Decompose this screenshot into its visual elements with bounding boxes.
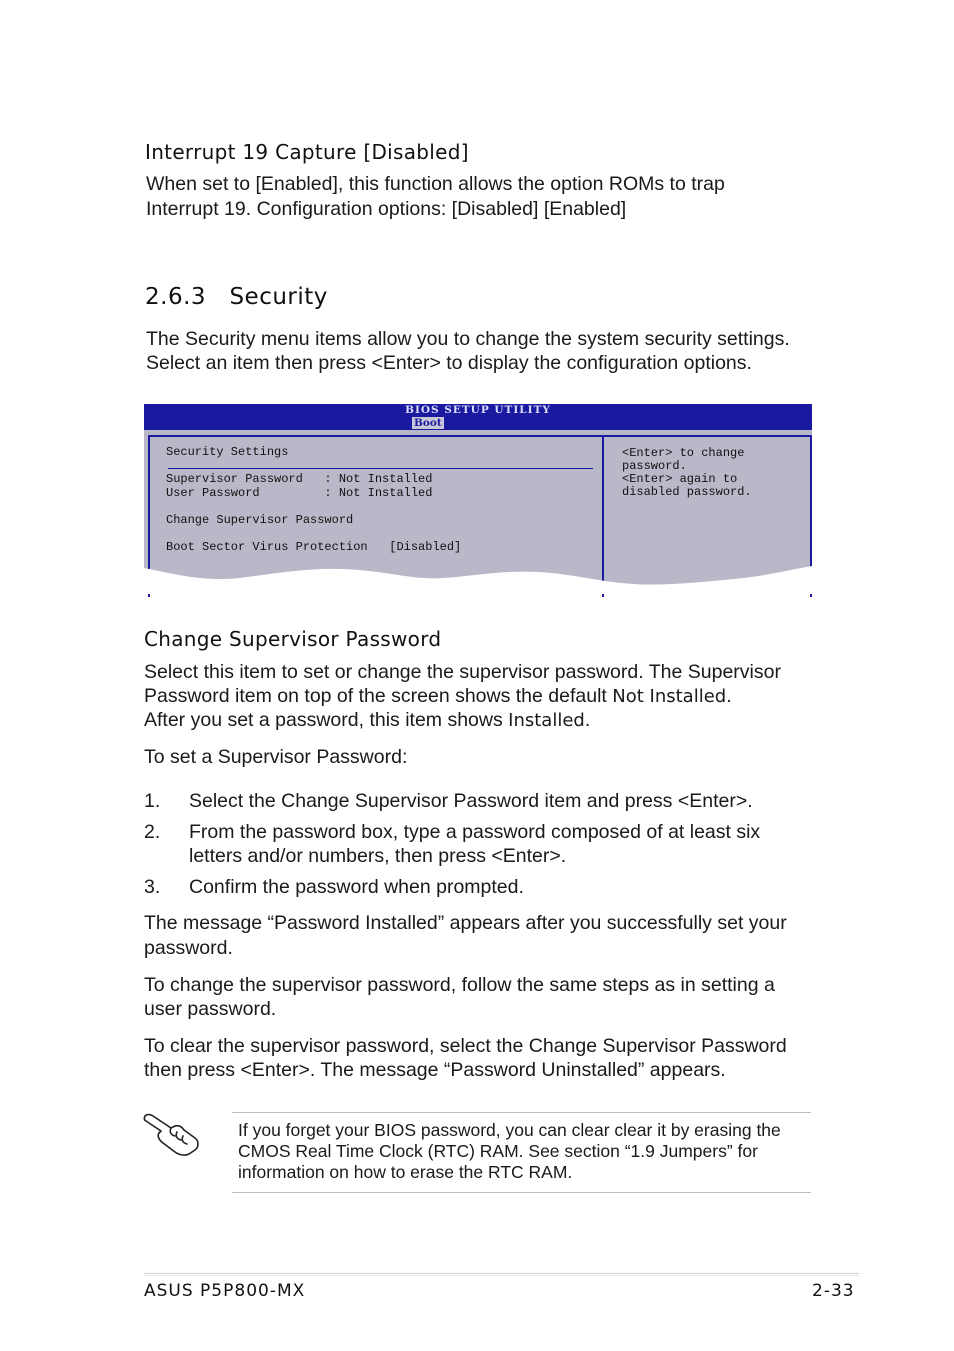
change-instructions-line1: To change the supervisor password, follow the same steps as in setting a bbox=[144, 974, 775, 996]
step-text: Select the Change Supervisor Password item and press <Enter>. bbox=[189, 790, 753, 812]
note-line2: CMOS Real Time Clock (RTC) RAM. See section “1.9 Jumpers” for bbox=[238, 1141, 758, 1161]
bios-change-supervisor-password-item[interactable]: Change Supervisor Password bbox=[166, 513, 354, 527]
note-line3: information on how to erase the RTC RAM. bbox=[238, 1162, 573, 1182]
footer-rule-shadow bbox=[144, 1275, 859, 1276]
bios-help-line2: password. bbox=[622, 459, 687, 473]
bios-help-line3: <Enter> again to bbox=[622, 472, 738, 486]
bios-separator bbox=[168, 468, 593, 469]
clear-instructions-line1: To clear the supervisor password, select the Change Supervisor Password bbox=[144, 1035, 787, 1057]
change-supervisor-heading: Change Supervisor Password bbox=[144, 627, 442, 651]
footer-page-number: 2-33 bbox=[812, 1281, 855, 1301]
change-p1-line2: Password item on top of the screen shows the default Not Installed. bbox=[144, 685, 732, 707]
interrupt-text-line2: Interrupt 19. Configuration options: [Disabled] [Enabled] bbox=[146, 198, 627, 220]
message-line1: The message “Password Installed” appears after you successfully set your bbox=[144, 912, 787, 934]
step-text-cont: letters and/or numbers, then press <Enter>. bbox=[189, 845, 567, 867]
message-line2: password. bbox=[144, 937, 233, 959]
change-p1-line1: Select this item to set or change the supervisor password. The Supervisor bbox=[144, 661, 781, 683]
bios-titlebar bbox=[144, 404, 812, 430]
note-bottom-rule bbox=[232, 1192, 811, 1193]
bios-user-password-row[interactable]: User Password : Not Installed bbox=[166, 486, 433, 500]
security-text-line1: The Security menu items allow you to change the system security settings. bbox=[146, 328, 790, 350]
interrupt-text-line1: When set to [Enabled], this function allows the option ROMs to trap bbox=[146, 173, 725, 195]
to-set-text: To set a Supervisor Password: bbox=[144, 746, 408, 768]
security-text-line2: Select an item then press <Enter> to display the configuration options. bbox=[146, 352, 752, 374]
footer-rule bbox=[144, 1273, 859, 1274]
step-text: Confirm the password when prompted. bbox=[189, 876, 524, 898]
not-installed-term: Not Installed bbox=[612, 686, 727, 707]
step-number: 1. bbox=[144, 790, 161, 812]
installed-term: Installed bbox=[508, 710, 585, 731]
security-heading: 2.6.3 Security bbox=[145, 284, 328, 310]
step-number: 3. bbox=[144, 876, 161, 898]
pointing-hand-icon bbox=[141, 1110, 203, 1156]
bios-section-title: Security Settings bbox=[166, 445, 289, 459]
bios-title: BIOS SETUP UTILITY bbox=[405, 404, 551, 416]
change-p1-line3: After you set a password, this item shows Installed. bbox=[144, 709, 591, 731]
bios-screen bbox=[144, 404, 812, 592]
note-line1: If you forget your BIOS password, you can clear clear it by erasing the bbox=[238, 1120, 781, 1140]
note-top-rule bbox=[232, 1112, 811, 1113]
step-number: 2. bbox=[144, 821, 161, 843]
torn-edge bbox=[144, 564, 812, 594]
step-text: From the password box, type a password composed of at least six bbox=[189, 821, 761, 843]
clear-instructions-line2: then press <Enter>. The message “Password Uninstalled” appears. bbox=[144, 1059, 726, 1081]
bios-supervisor-password-row[interactable]: Supervisor Password : Not Installed bbox=[166, 472, 433, 486]
bios-help-line1: <Enter> to change bbox=[622, 446, 745, 460]
bios-help-line4: disabled password. bbox=[622, 485, 752, 499]
footer-product: ASUS P5P800-MX bbox=[144, 1281, 306, 1301]
bios-boot-sector-virus-protection-row[interactable]: Boot Sector Virus Protection [Disabled] bbox=[166, 540, 462, 554]
interrupt-heading: Interrupt 19 Capture [Disabled] bbox=[145, 140, 469, 164]
bios-tab-boot[interactable]: Boot bbox=[414, 417, 442, 429]
change-instructions-line2: user password. bbox=[144, 998, 277, 1020]
